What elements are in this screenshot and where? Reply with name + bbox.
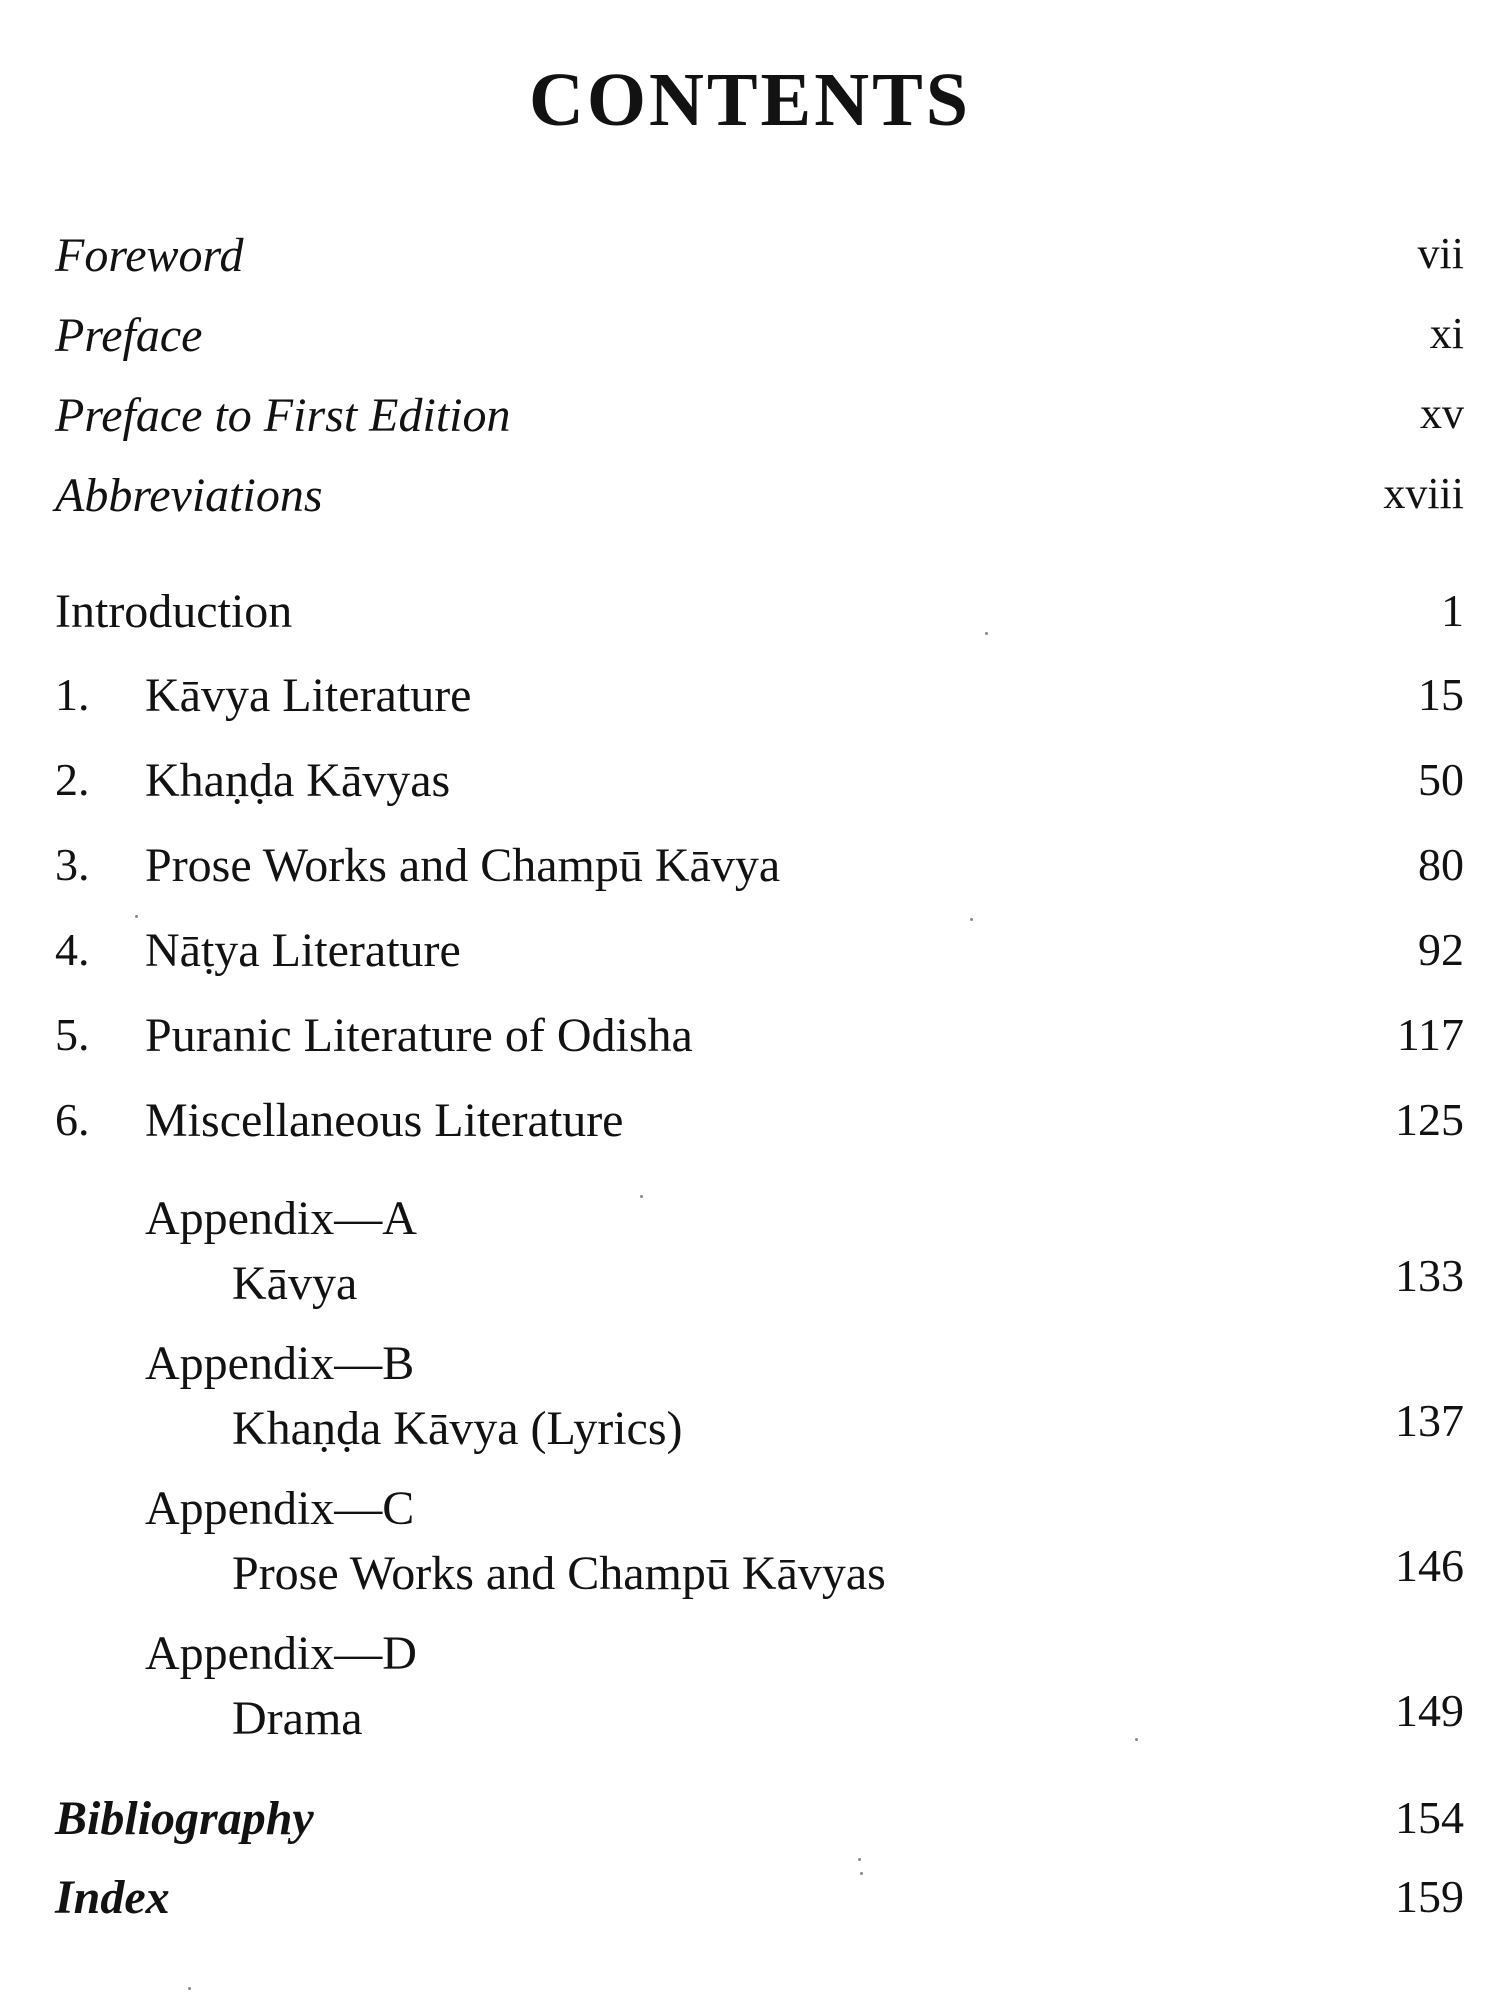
entry-page-number: 92 [1418, 924, 1464, 975]
chapter-number: 1. [55, 669, 90, 720]
scan-speck [985, 632, 988, 635]
chapter-title: Kāvya Literature [145, 669, 472, 722]
scan-speck [860, 1872, 863, 1875]
entry-title: Bibliography [55, 1792, 314, 1845]
entry-page-number: 15 [1418, 669, 1464, 720]
toc-entry-foreword[interactable] [0, 229, 1500, 292]
chapter-title: Miscellaneous Literature [145, 1094, 624, 1147]
entry-title: Introduction [55, 585, 293, 638]
toc-entry-abbreviations[interactable] [0, 469, 1500, 532]
entry-page-number: 117 [1396, 1009, 1464, 1060]
chapter-number: 6. [55, 1094, 90, 1145]
toc-entry-chapter-2[interactable] [0, 754, 1500, 817]
appendix-title: Drama [232, 1692, 363, 1745]
entry-page-number: 159 [1395, 1871, 1464, 1922]
entry-page-number: 154 [1395, 1792, 1464, 1843]
page-title: CONTENTS [528, 58, 972, 142]
entry-page-number: xviii [1383, 469, 1464, 518]
chapter-number: 4. [55, 924, 90, 975]
appendix-title: Kāvya [232, 1257, 358, 1310]
chapter-title: Nāṭya Literature [145, 924, 461, 977]
toc-entry-preface-first-edition[interactable] [0, 389, 1500, 452]
entry-page-number: xv [1420, 389, 1464, 438]
toc-entry-chapter-4[interactable] [0, 924, 1500, 987]
entry-page-number: 1 [1441, 585, 1464, 636]
scan-speck [188, 1987, 191, 1990]
entry-page-number: 133 [1395, 1250, 1464, 1301]
chapter-title: Prose Works and Champū Kāvya [145, 839, 781, 892]
scan-speck [640, 1195, 643, 1198]
entry-page-number: 50 [1418, 754, 1464, 805]
scan-speck [970, 918, 973, 921]
chapter-number: 3. [55, 839, 90, 890]
entry-title: Preface [55, 309, 203, 362]
entry-title: Foreword [55, 229, 244, 282]
toc-entry-appendix-d[interactable] [0, 1627, 1500, 1750]
toc-entry-introduction[interactable] [0, 585, 1500, 648]
entry-title: Abbreviations [55, 469, 323, 522]
entry-page-number: vii [1417, 229, 1464, 278]
scan-speck [858, 1858, 861, 1861]
chapter-number: 5. [55, 1009, 90, 1060]
toc-entry-appendix-c[interactable] [0, 1482, 1500, 1605]
toc-entry-preface[interactable] [0, 309, 1500, 372]
appendix-label: Appendix—D [145, 1627, 417, 1680]
entry-page-number: 125 [1395, 1094, 1464, 1145]
toc-entry-appendix-b[interactable] [0, 1337, 1500, 1460]
appendix-title: Khaṇḍa Kāvya (Lyrics) [232, 1402, 683, 1455]
chapter-number: 2. [55, 754, 90, 805]
entry-title: Preface to First Edition [55, 389, 511, 442]
entry-title: Index [55, 1871, 170, 1924]
chapter-title: Puranic Literature of Odisha [145, 1009, 693, 1062]
entry-page-number: 80 [1418, 839, 1464, 890]
chapter-title: Khaṇḍa Kāvyas [145, 754, 451, 807]
entry-page-number: 146 [1395, 1540, 1464, 1591]
entry-page-number: 149 [1395, 1685, 1464, 1736]
entry-page-number: xi [1429, 309, 1464, 358]
toc-entry-chapter-5[interactable] [0, 1009, 1500, 1072]
toc-entry-chapter-3[interactable] [0, 839, 1500, 902]
appendix-label: Appendix—B [145, 1337, 415, 1390]
appendix-label: Appendix—A [145, 1192, 417, 1245]
appendix-title: Prose Works and Champū Kāvyas [232, 1547, 886, 1600]
toc-entry-appendix-a[interactable] [0, 1192, 1500, 1315]
toc-entry-bibliography[interactable] [0, 1792, 1500, 1855]
scan-speck [1135, 1738, 1138, 1741]
toc-entry-index[interactable] [0, 1871, 1500, 1934]
toc-entry-chapter-6[interactable] [0, 1094, 1500, 1157]
toc-entry-chapter-1[interactable] [0, 669, 1500, 732]
appendix-label: Appendix—C [145, 1482, 415, 1535]
entry-page-number: 137 [1395, 1395, 1464, 1446]
scan-speck [135, 915, 138, 918]
